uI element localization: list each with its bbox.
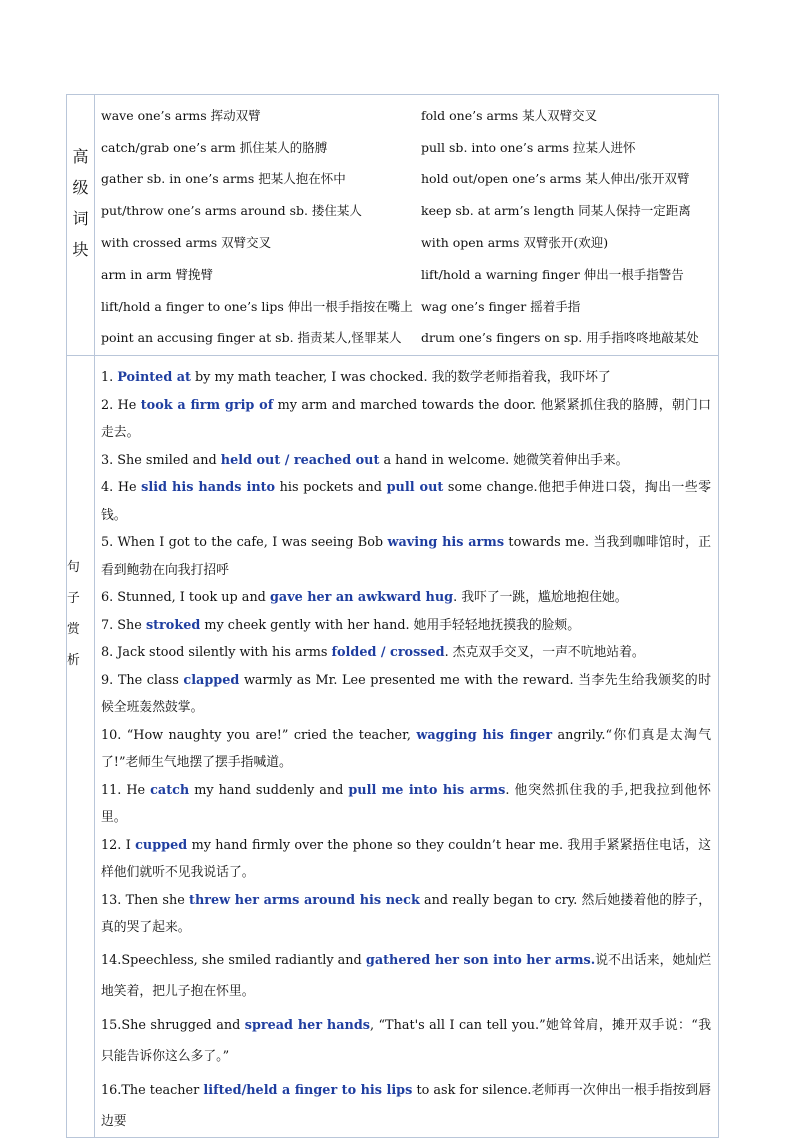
vocab-item: catch/grab one’s arm 抓住某人的胳膊 [101,139,328,155]
sentence-text: 6. Stunned, I took up and [101,590,270,605]
sentence-text: 说不出话来，她灿烂地笑着，把儿子抱在怀里。 [101,952,711,999]
highlighted-phrase: spread her hands [244,1017,370,1033]
sentence-text: by my math teacher, I was chocked. 我的数学老师指着我，我吓坏了 [190,370,611,385]
label-char: 子 [67,591,80,606]
vocab-row [101,258,712,290]
label-char: 词 [72,209,89,228]
sentence-text: my cheek gently with her hand. 她用手轻轻地抚摸我的脸颊。 [200,617,581,633]
highlighted-phrase: wagging his finger [416,727,553,743]
vocab-item: pull sb. into one’s arms 拉某人进怀 [421,139,636,155]
sentence-text: 15.She shrugged and [101,1017,245,1033]
sentence-item [101,529,711,584]
highlighted-phrase: catch [150,782,190,798]
vocab-item: wag one’s finger 摇着手指 [421,298,581,314]
sentence-item [101,474,711,529]
sentence-item [101,832,711,887]
highlighted-phrase: clapped [183,672,240,688]
vocab-row [101,131,712,163]
highlighted-phrase: Pointed at [117,370,191,385]
sentence-text: 3. She smiled and [101,452,221,468]
sentence-text: warmly as Mr. Lee presented me with the reward. 当李先生给我颁奖的时候全班轰然鼓掌。 [101,672,711,715]
sentence-text: 11. He [101,782,151,798]
sentence-text: . 杰克双手交叉，一声不吭地站着。 [444,645,645,660]
sentence-text: and really began to cry. 然后她搂着他的脖子，真的哭了起来。 [101,892,711,935]
sentence-text: towards me. 当我到咖啡馆时，正看到鲍勃在向我打招呼 [101,535,711,578]
vocab-item: gather sb. in one’s arms 把某人抱在怀中 [101,171,346,187]
sentence-text: 1. [101,370,118,385]
vocab-row [101,226,712,258]
vocab-item: wave one’s arms 挥动双臂 [101,107,261,123]
highlighted-phrase: lifted/held a finger to his lips [203,1082,413,1098]
vocab-row [101,194,712,226]
sentence-text: 13. Then she [101,892,190,908]
vocab-row [101,322,712,354]
highlighted-phrase: folded / crossed [331,645,445,660]
sentence-text: 7. She [101,617,146,633]
sentence-text: 8. Jack stood silently with his arms [101,645,332,660]
sentence-item [101,1010,711,1072]
vocab-row [101,99,712,131]
vocab-item: lift/hold a warning finger 伸出一根手指警告 [421,266,684,282]
sentence-text: 14.Speechless, she smiled radiantly and [101,952,366,968]
sentence-item [101,722,711,777]
sentence-item [101,612,711,640]
highlighted-phrase: gave her an awkward hug [269,590,454,605]
vocab-item: put/throw one’s arms around sb. 搂住某人 [101,203,362,219]
sentence-text: 12. I [101,837,136,853]
sentence-item [101,364,711,392]
vocab-item: point an accusing finger at sb. 指责某人,怪罪某人 [101,330,402,346]
vocab-row [101,163,712,195]
sentence-item [101,392,711,447]
sentence-item [101,777,711,832]
sentence-item [101,887,711,942]
vocab-row [101,290,712,322]
highlighted-phrase: waving his arms [387,535,505,550]
sentence-text: to ask for silence.老师再一次伸出一根手指按到唇边要 [101,1082,711,1129]
sentence-text: , “That's all I can tell you.”她耸耸肩，摊开双手说：“我只能告诉你这么多了。” [101,1017,711,1064]
sentence-text: . 他突然抓住我的手,把我拉到他怀里。 [101,782,711,825]
vocab-item: with crossed arms 双臂交叉 [101,235,272,251]
sentence-text: 5. When I got to the cafe, I was seeing Bob [101,535,388,550]
vocab-item: lift/hold a finger to one’s lips 伸出一根手指按在嘴上 [101,298,413,314]
highlighted-phrase: gathered her son into her arms. [365,952,596,968]
sentence-section [95,356,719,1138]
label-char: 高 [72,147,89,166]
highlighted-phrase: took a firm grip of [140,397,274,413]
label-char: 析 [67,653,80,668]
sentence-item [101,447,711,475]
sentence-item [101,945,711,1007]
section-label-sentences [67,356,95,1138]
sentence-text: 2. He [101,397,141,413]
sentence-item [101,639,711,667]
highlighted-phrase: slid his hands into [141,480,276,495]
label-char: 级 [72,178,89,197]
sentence-text: a hand in welcome. 她微笑着伸出手来。 [379,452,629,468]
highlighted-phrase: cupped [135,837,188,853]
sentence-item [101,584,711,612]
vocab-section [95,95,719,356]
label-char: 赏 [67,622,80,637]
highlighted-phrase: pull me into his arms [348,782,506,798]
vocab-item: drum one’s fingers on sp. 用手指咚咚地敲某处 [421,330,699,346]
sentence-text: 4. He [101,480,142,495]
sentence-text: . 我吓了一跳，尴尬地抱住她。 [453,590,628,605]
highlighted-phrase: stroked [145,617,201,633]
highlighted-phrase: threw her arms around his neck [189,892,420,908]
label-char: 块 [72,240,89,259]
sentence-text: 9. The class [101,672,184,688]
sentence-text: his pockets and [275,480,387,495]
vocab-item: arm in arm 臂挽臂 [101,266,214,282]
sentence-text: 10. “How naughty you are!” cried the teacher, [101,727,417,743]
sentence-item [101,667,711,722]
vocab-item: keep sb. at arm’s length 同某人保持一定距离 [421,203,691,219]
vocab-item: hold out/open one’s arms 某人伸出/张开双臂 [421,171,690,187]
sentence-text: some change.他把手伸进口袋，掏出一些零钱。 [101,480,712,523]
sentence-text: 16.The teacher [101,1082,204,1098]
sentence-item [101,1075,711,1137]
sentence-text: angrily.“你们真是太淘气了!”老师生气地摆了摆手指喊道。 [101,727,711,770]
highlighted-phrase: held out / reached out [220,452,380,468]
highlighted-phrase: pull out [386,480,444,495]
sentence-text: my hand suddenly and [189,782,349,798]
content-table [66,94,719,1138]
section-label-vocab [67,95,95,356]
vocab-item: fold one’s arms 某人双臂交叉 [421,107,598,123]
label-char: 句 [67,560,80,575]
vocab-item: with open arms 双臂张开(欢迎) [421,235,609,251]
sentence-text: my arm and marched towards the door. 他紧紧抓住我的胳膊，朝门口走去。 [101,397,711,440]
sentence-text: my hand firmly over the phone so they couldn’t hear me. 我用手紧紧捂住电话，这样他们就听不见我说话了。 [101,837,711,880]
